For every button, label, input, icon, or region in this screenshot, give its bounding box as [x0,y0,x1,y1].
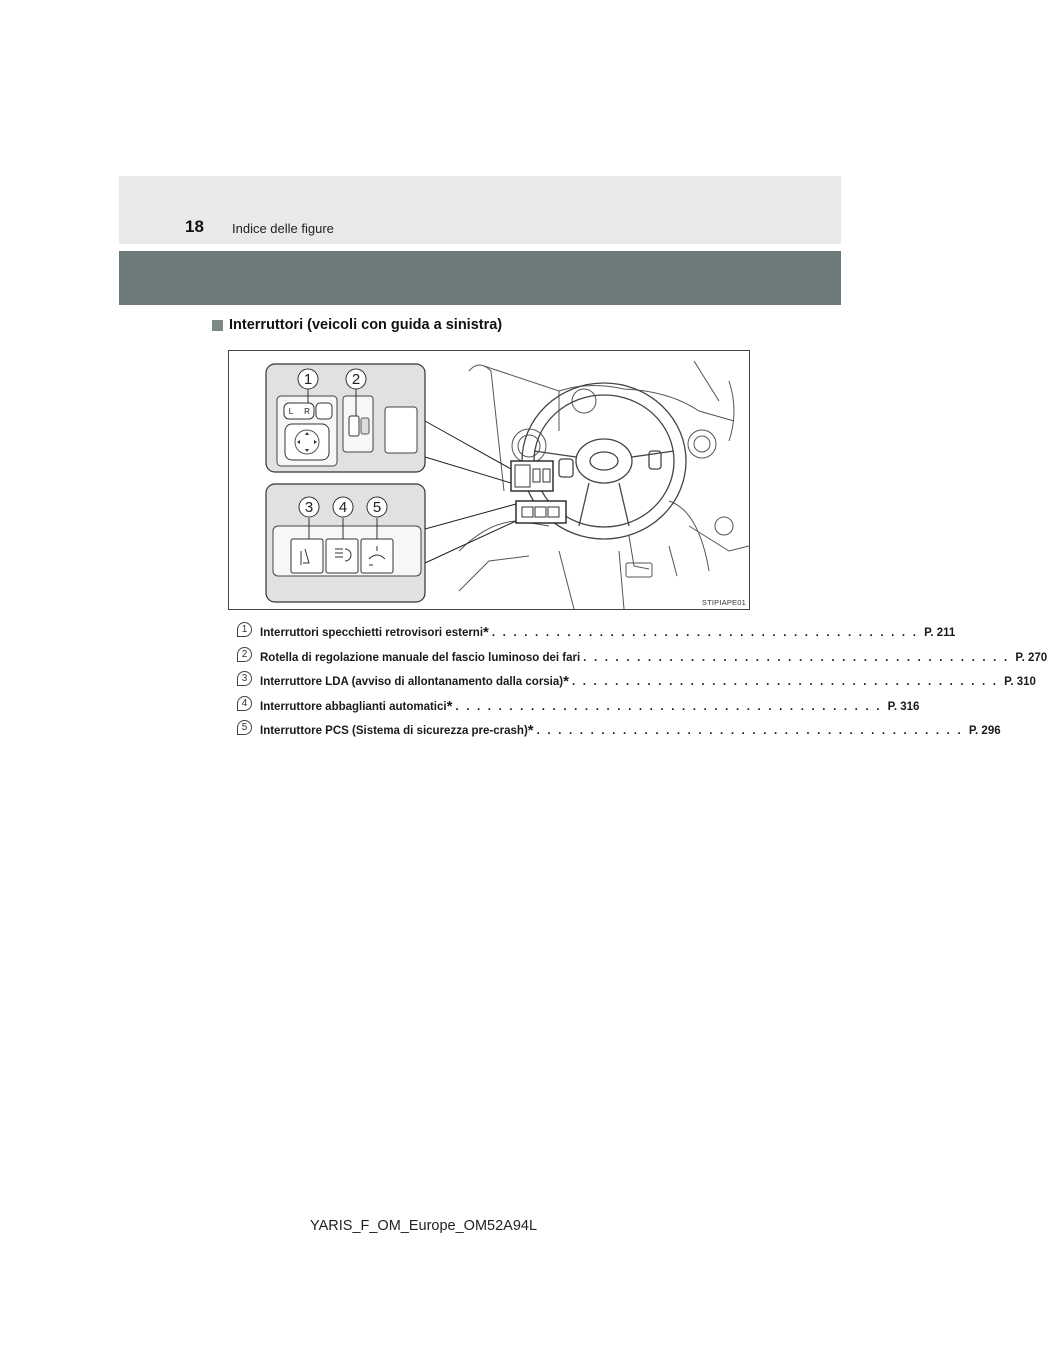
leader-dots: . . . . . . . . . . . . . . . . . . . . . . . . . . . . . . . . . . . . . . . . [536,725,963,737]
item-number-badge: 1 [237,622,252,637]
page-ref-link[interactable]: P. 270 [1015,651,1047,664]
document-footer: YARIS_F_OM_Europe_OM52A94L [310,1218,538,1234]
callout-5: 5 [372,499,382,516]
callout-4: 4 [338,499,348,516]
leader-dots: . . . . . . . . . . . . . . . . . . . . . . . . . . . . . . . . . . . . . . . . [583,651,1010,664]
item-number-badge: 2 [237,647,252,662]
item-number-badge: 4 [237,696,252,711]
list-item [237,624,956,649]
item-label: Rotella di regolazione manuale del fascio luminoso dei fari [260,651,581,664]
list-item [237,648,1047,674]
asterisk-mark: * [483,624,489,641]
subheading [212,317,502,333]
chapter-band [119,251,841,305]
dashboard-drawing [229,351,749,609]
item-label: Interruttori specchietti retrovisori esterni [260,627,484,639]
callout-3: 3 [304,499,314,516]
callout-1: 1 [303,371,313,388]
page-ref-link[interactable]: P. 316 [887,700,920,713]
mirror-select-right: R [304,407,310,416]
figure-code: STIPIAPE01 [701,598,746,607]
subheading-text: Interruttori (veicoli con guida a sinistra) [229,317,503,333]
mirror-select-left: L [288,407,294,416]
leader-dots: . . . . . . . . . . . . . . . . . . . . . . . . . . . . . . . . . . . . . . . . [571,676,999,688]
item-number-badge: 3 [237,671,252,686]
header-band [119,176,841,244]
item-number-badge: 5 [237,720,252,735]
callout-2: 2 [351,371,361,388]
item-label: Interruttore PCS (Sistema di sicurezza pre-crash) [260,725,528,737]
page-number: 18 [185,217,204,236]
list-item [237,673,1036,698]
leader-dots: . . . . . . . . . . . . . . . . . . . . . . . . . . . . . . . . . . . . . . . . [455,700,882,713]
section-title: Indice delle figure [232,221,334,236]
page-ref-link[interactable]: P. 310 [1004,676,1036,688]
page-ref-link[interactable]: P. 296 [968,725,1001,737]
item-label: Interruttore LDA (avviso di allontanamento dalla corsia) [260,676,564,688]
leader-dots: . . . . . . . . . . . . . . . . . . . . . . . . . . . . . . . . . . . . . . . . [491,627,919,639]
switches-illustration [228,350,750,610]
switch-list [237,624,1047,747]
asterisk-mark: * [446,697,453,715]
asterisk-mark: * [563,673,569,690]
bullet-square-icon [212,320,223,331]
item-label: Interruttore abbaglianti automatici [260,700,447,713]
asterisk-mark: * [527,722,534,739]
page-ref-link[interactable]: P. 211 [924,627,956,639]
list-item [237,697,920,723]
list-item [237,722,1001,747]
